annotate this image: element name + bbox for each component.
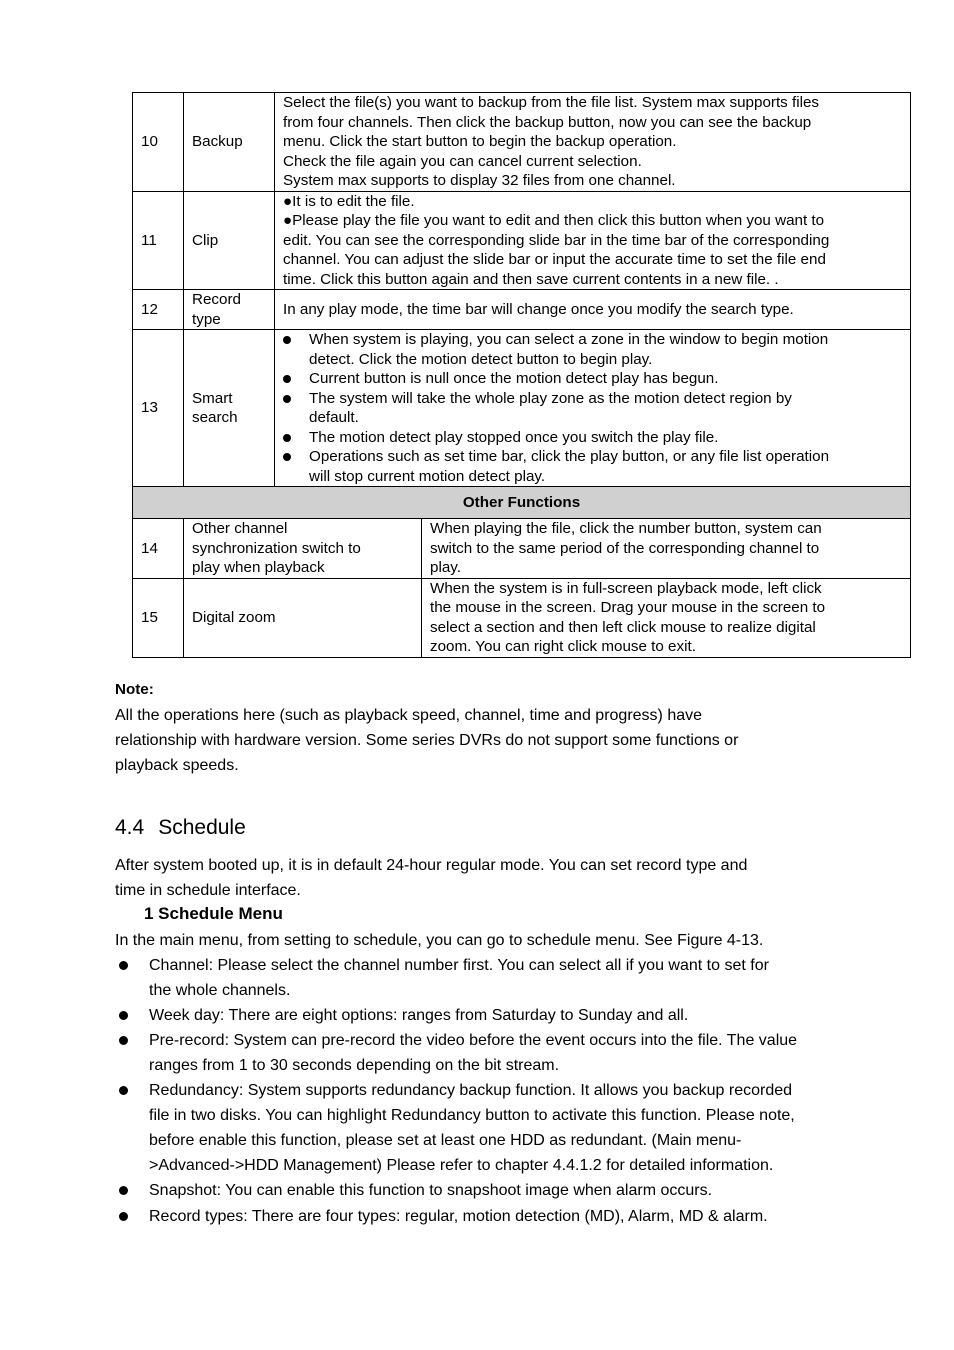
row-description: ●It is to edit the file. ●Please play the file you want to edit and then click this button when you want to edit. You can see the corresponding slide bar in the time bar of the corresponding channel. You can adjust the slide bar or input the accurate time to set the file end time. Click this button again and then save current contents in a new file. .	[275, 191, 911, 290]
list-item: Snapshot: You can enable this function to snapshoot image when alarm occurs.	[115, 1178, 875, 1203]
row-number: 10	[133, 93, 184, 192]
row-number: 11	[133, 191, 184, 290]
table-row	[133, 290, 911, 330]
subheading: 1 Schedule Menu	[144, 904, 283, 923]
bullet-icon	[283, 434, 291, 442]
list-item: The motion detect play stopped once you switch the play file.	[275, 428, 902, 448]
list-item: The system will take the whole play zone as the motion detect region by default.	[275, 389, 902, 428]
row-description: When the system is in full-screen playback mode, left click the mouse in the screen. Drag your mouse in the screen to select a section and then left click mouse to realize digital zoom. You can right click mouse to exit.	[422, 578, 911, 657]
bullet-icon	[119, 1036, 128, 1045]
menu-intro: In the main menu, from setting to schedule, you can go to schedule menu. See Figure 4-13.	[115, 932, 764, 949]
bullet-icon	[119, 1011, 128, 1020]
table-row	[133, 93, 911, 192]
table-row	[133, 578, 911, 657]
row-number: 14	[133, 519, 184, 579]
list-item: Operations such as set time bar, click the play button, or any file list operation will stop current motion detect play.	[275, 447, 902, 486]
bullet-icon	[283, 453, 291, 461]
section-title: Other Functions	[133, 487, 911, 519]
row-description	[275, 330, 911, 487]
row-description: When playing the file, click the number button, system can switch to the same period of the corresponding channel to play.	[422, 519, 911, 579]
bullet-icon	[119, 1186, 128, 1195]
row-number: 15	[133, 578, 184, 657]
list-item: Record types: There are four types: regular, motion detection (MD), Alarm, MD & alarm.	[115, 1204, 875, 1229]
row-description: In any play mode, the time bar will change once you modify the search type.	[275, 290, 911, 330]
bullet-icon	[283, 375, 291, 383]
row-number: 13	[133, 330, 184, 487]
section-intro: After system booted up, it is in default 24-hour regular mode. You can set record type and time in schedule interface.	[115, 857, 748, 899]
row-function-name: Digital zoom	[184, 578, 422, 657]
bullet-icon	[119, 1212, 128, 1221]
list-item: When system is playing, you can select a zone in the window to begin motion detect. Click the motion detect button to begin play.	[275, 330, 902, 369]
table-row	[133, 330, 911, 487]
note-label: Note:	[115, 681, 154, 698]
function-table	[132, 92, 911, 658]
schedule-bullet-list	[115, 953, 875, 1229]
row-function-name: Record type	[184, 290, 275, 330]
bullet-icon	[119, 1086, 128, 1095]
list-item: Current button is null once the motion detect play has begun.	[275, 369, 902, 389]
section-heading	[115, 816, 246, 840]
bullet-icon	[119, 961, 128, 970]
row-description: Select the file(s) you want to backup from the file list. System max supports files from four channels. Then click the backup button, now you can see the backup menu. Click the start button to begin the backup operation. Check the file again you can cancel current selection. System max supports to display 32 files from one channel.	[275, 93, 911, 192]
list-item: Channel: Please select the channel number first. You can select all if you want to set for the whole channels.	[115, 953, 875, 1003]
row-function-name: Backup	[184, 93, 275, 192]
list-item: Pre-record: System can pre-record the video before the event occurs into the file. The value ranges from 1 to 30 seconds depending on the bit stream.	[115, 1028, 875, 1078]
section-number: 4.4	[115, 816, 145, 839]
list-item: Week day: There are eight options: ranges from Saturday to Sunday and all.	[115, 1003, 875, 1028]
row-number: 12	[133, 290, 184, 330]
list-item: Redundancy: System supports redundancy backup function. It allows you backup recorded file in two disks. You can highlight Redundancy button to activate this function. Please note, before enable this function, please set at least one HDD as redundant. (Main menu- >Advanced->HDD Management) Please refer to chapter 4.4.1.2 for detailed information.	[115, 1078, 875, 1178]
note-text: All the operations here (such as playback speed, channel, time and progress) have relationship with hardware version. Some series DVRs do not support some functions or playback speeds.	[115, 707, 739, 774]
table-row	[133, 191, 911, 290]
bullet-list	[275, 330, 902, 486]
bullet-icon	[283, 395, 291, 403]
bullet-icon	[283, 336, 291, 344]
row-function-name: Other channel synchronization switch to play when playback	[184, 519, 422, 579]
section-title: Schedule	[158, 816, 246, 839]
section-header-row	[133, 487, 911, 519]
row-function-name: Clip	[184, 191, 275, 290]
table-row	[133, 519, 911, 579]
row-function-name: Smart search	[184, 330, 275, 487]
